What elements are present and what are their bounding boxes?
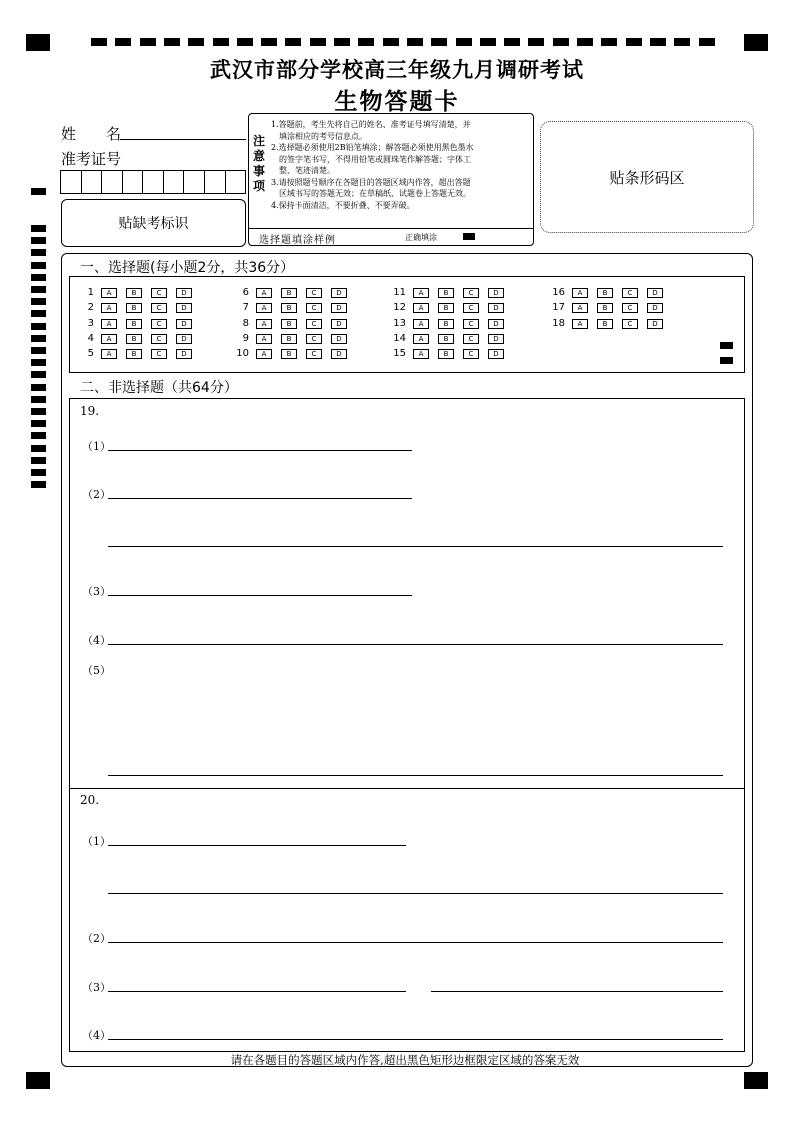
- question-number: 5: [87, 348, 94, 359]
- choice-bubble-b[interactable]: B: [438, 319, 454, 329]
- timing-mark: [456, 38, 472, 46]
- timing-mark: [213, 38, 229, 46]
- section2-title: 二、非选择题（共64分）: [80, 380, 238, 396]
- timing-mark: [577, 38, 593, 46]
- timing-mark: [31, 188, 46, 195]
- question-number: 4: [87, 333, 94, 344]
- timing-mark: [626, 38, 642, 46]
- timing-mark: [431, 38, 447, 46]
- choice-bubble-a[interactable]: A: [256, 288, 272, 298]
- timing-mark: [188, 38, 204, 46]
- corner-marker-top-right: [744, 34, 768, 51]
- choice-bubble-b[interactable]: B: [597, 303, 613, 313]
- choice-bubble-c[interactable]: C: [463, 349, 479, 359]
- section1-title: 一、选择题(每小题2分，共36分）: [80, 260, 295, 276]
- choice-bubble-d[interactable]: D: [331, 319, 347, 329]
- choice-bubble-c[interactable]: C: [622, 288, 638, 298]
- timing-mark: [310, 38, 326, 46]
- choice-bubble-d[interactable]: D: [331, 334, 347, 344]
- q20-part-1: （1）: [82, 835, 111, 848]
- timing-mark: [285, 38, 301, 46]
- q19-part-4: （4）: [82, 634, 111, 647]
- q19-part-1: （1）: [82, 440, 111, 453]
- timing-mark: [31, 237, 46, 244]
- timing-mark: [699, 38, 715, 46]
- choice-bubble-c[interactable]: C: [463, 319, 479, 329]
- choice-bubble-a[interactable]: A: [256, 349, 272, 359]
- choice-bubble-d[interactable]: D: [647, 288, 663, 298]
- timing-mark: [31, 481, 46, 488]
- choice-bubble-d[interactable]: D: [176, 288, 192, 298]
- choice-bubble-d[interactable]: D: [331, 288, 347, 298]
- question-number: 17: [552, 302, 565, 313]
- name-field[interactable]: [120, 139, 246, 140]
- timing-mark: [91, 38, 107, 46]
- q19-part-2-answer-line[interactable]: [108, 546, 723, 547]
- timing-mark: [31, 408, 46, 415]
- timing-mark: [31, 310, 46, 317]
- choice-bubble-b[interactable]: B: [126, 288, 142, 298]
- q19-part-4-answer-line[interactable]: [108, 644, 723, 645]
- choice-bubble-a[interactable]: A: [413, 334, 429, 344]
- choice-bubble-a[interactable]: A: [572, 288, 588, 298]
- choice-bubble-b[interactable]: B: [438, 334, 454, 344]
- timing-mark: [358, 38, 374, 46]
- timing-mark: [31, 225, 46, 232]
- timing-mark: [31, 286, 46, 293]
- choice-bubble-a[interactable]: A: [413, 288, 429, 298]
- alignment-mark: [720, 342, 733, 349]
- q20-part-4-answer-line[interactable]: [108, 1039, 723, 1040]
- choice-bubble-d[interactable]: D: [488, 334, 504, 344]
- choice-bubble-a[interactable]: A: [256, 303, 272, 313]
- q19-part-5-answer-line[interactable]: [108, 775, 723, 776]
- q19-part-3: （3）: [82, 585, 111, 598]
- choice-bubble-a[interactable]: A: [413, 303, 429, 313]
- sample-label: 选择题填涂样例: [259, 235, 336, 246]
- barcode-label: 贴条形码区: [609, 168, 685, 187]
- timing-mark: [383, 38, 399, 46]
- notice-label: 注 意 事 项: [252, 134, 265, 193]
- correct-fill-sample: [463, 233, 475, 240]
- q20-part-1-answer-line[interactable]: [108, 893, 723, 894]
- question-number: 12: [393, 302, 406, 313]
- sample-row: [249, 228, 533, 246]
- question-number: 11: [393, 287, 406, 298]
- choice-bubble-b[interactable]: B: [281, 319, 297, 329]
- question-number: 1: [87, 287, 94, 298]
- timing-mark: [31, 420, 46, 427]
- q20-part-3-answer-line[interactable]: [108, 991, 406, 992]
- choice-bubble-d[interactable]: D: [176, 319, 192, 329]
- exam-id-label: 准考证号: [61, 150, 122, 168]
- choice-bubble-c[interactable]: C: [622, 319, 638, 329]
- missing-exam-label: 贴缺考标识: [118, 216, 189, 232]
- choice-bubble-c[interactable]: C: [306, 334, 322, 344]
- choice-bubble-d[interactable]: D: [488, 288, 504, 298]
- timing-mark: [480, 38, 496, 46]
- choice-bubble-d[interactable]: D: [647, 319, 663, 329]
- timing-mark: [31, 262, 46, 269]
- timing-mark: [31, 359, 46, 366]
- question-number: 9: [242, 333, 249, 344]
- timing-mark: [31, 249, 46, 256]
- choice-bubble-a[interactable]: A: [101, 334, 117, 344]
- timing-mark: [31, 445, 46, 452]
- choice-bubble-c[interactable]: C: [151, 319, 167, 329]
- timing-mark: [31, 371, 46, 378]
- question-number: 18: [552, 318, 565, 329]
- exam-title: 武汉市部分学校高三年级九月调研考试: [210, 58, 584, 82]
- timing-mark: [334, 38, 350, 46]
- question-number: 13: [393, 318, 406, 329]
- timing-mark: [31, 335, 46, 342]
- choice-bubble-b[interactable]: B: [126, 319, 142, 329]
- timing-mark: [504, 38, 520, 46]
- choice-bubble-a[interactable]: A: [101, 319, 117, 329]
- choice-bubble-c[interactable]: C: [306, 349, 322, 359]
- timing-mark: [31, 347, 46, 354]
- choice-bubble-a[interactable]: A: [413, 349, 429, 359]
- q19-part-3-answer-line[interactable]: [108, 595, 412, 596]
- q19-number: 19.: [80, 404, 100, 418]
- choice-bubble-c[interactable]: C: [306, 303, 322, 313]
- timing-mark: [164, 38, 180, 46]
- choice-bubble-d[interactable]: D: [331, 349, 347, 359]
- timing-mark: [601, 38, 617, 46]
- q20-part-4: （4）: [82, 1029, 111, 1042]
- choice-bubble-c[interactable]: C: [306, 288, 322, 298]
- q20-part-2: （2）: [82, 932, 111, 945]
- missing-exam-sticker-box[interactable]: [61, 199, 246, 247]
- choice-bubble-b[interactable]: B: [126, 349, 142, 359]
- question-number: 14: [393, 333, 406, 344]
- question-number: 2: [87, 302, 94, 313]
- timing-mark: [31, 457, 46, 464]
- choice-bubble-c[interactable]: C: [306, 319, 322, 329]
- choice-bubble-a[interactable]: A: [256, 319, 272, 329]
- choice-bubble-d[interactable]: D: [176, 334, 192, 344]
- question-number: 15: [393, 348, 406, 359]
- question-number: 3: [87, 318, 94, 329]
- question-number: 10: [236, 348, 249, 359]
- q20-part-3: （3）: [82, 981, 111, 994]
- q19-box: [69, 398, 745, 789]
- choice-bubble-b[interactable]: B: [597, 319, 613, 329]
- corner-marker-bottom-left: [26, 1072, 50, 1089]
- choice-bubble-b[interactable]: B: [438, 288, 454, 298]
- name-label: 姓 名: [61, 125, 122, 143]
- timing-mark: [31, 298, 46, 305]
- choice-bubble-b[interactable]: B: [597, 288, 613, 298]
- timing-mark: [674, 38, 690, 46]
- question-number: 16: [552, 287, 565, 298]
- q19-part-2-answer-line[interactable]: [108, 498, 412, 499]
- choice-bubble-c[interactable]: C: [622, 303, 638, 313]
- notice-text: 1.答题前，考生先将自己的姓名、准考证号填写清楚，并 填涂相应的考号信息点。 2.选择题必须使用2B铅笔填涂；解答题必须使用黑色墨水 的签字笔书写，不得用铅笔或圆珠笔作解答题；字体工 整、笔迹清楚。 3.请按照题号顺序在各题目的答题区域内作答，超出答题 区域书写的答题无效；在草稿纸、试题卷上答题无效。 4.保持卡面清洁，不要折叠、不要弄破。: [271, 120, 474, 210]
- choice-bubble-a[interactable]: A: [101, 303, 117, 313]
- choice-bubble-a[interactable]: A: [101, 288, 117, 298]
- choice-bubble-d[interactable]: D: [488, 349, 504, 359]
- choice-bubble-b[interactable]: B: [438, 349, 454, 359]
- choice-bubble-b[interactable]: B: [438, 303, 454, 313]
- choice-bubble-c[interactable]: C: [151, 288, 167, 298]
- alignment-mark: [720, 357, 733, 364]
- question-number: 7: [242, 302, 249, 313]
- choice-bubble-c[interactable]: C: [151, 334, 167, 344]
- choice-bubble-c[interactable]: C: [151, 303, 167, 313]
- choice-bubble-b[interactable]: B: [281, 334, 297, 344]
- timing-mark: [31, 274, 46, 281]
- choice-bubble-c[interactable]: C: [463, 288, 479, 298]
- timing-mark: [31, 432, 46, 439]
- timing-mark: [528, 38, 544, 46]
- choice-bubble-c[interactable]: C: [463, 303, 479, 313]
- question-number: 6: [242, 287, 249, 298]
- choice-bubble-b[interactable]: B: [281, 288, 297, 298]
- choice-bubble-b[interactable]: B: [281, 303, 297, 313]
- timing-mark: [31, 396, 46, 403]
- choice-bubble-d[interactable]: D: [176, 303, 192, 313]
- q19-part-2: （2）: [82, 488, 111, 501]
- exam-id-boxes[interactable]: [60, 170, 246, 194]
- corner-marker-bottom-right: [744, 1072, 768, 1089]
- q20-number: 20.: [80, 793, 100, 807]
- notice-box: [248, 113, 534, 246]
- choice-bubble-b[interactable]: B: [126, 334, 142, 344]
- timing-mark: [650, 38, 666, 46]
- choice-bubble-c[interactable]: C: [463, 334, 479, 344]
- choice-bubble-d[interactable]: D: [647, 303, 663, 313]
- footer-note: 请在各题目的答题区域内作答,超出黑色矩形边框限定区域的答案无效: [230, 1053, 580, 1067]
- timing-mark: [140, 38, 156, 46]
- q20-box: [69, 787, 745, 1052]
- correct-fill-label: 正确填涂: [405, 233, 437, 242]
- q20-part-2-answer-line[interactable]: [108, 942, 723, 943]
- choice-bubble-a[interactable]: A: [256, 334, 272, 344]
- choice-bubble-b[interactable]: B: [126, 303, 142, 313]
- timing-mark: [237, 38, 253, 46]
- q20-part-3-answer-line[interactable]: [431, 991, 723, 992]
- timing-mark: [31, 323, 46, 330]
- barcode-area[interactable]: [540, 121, 754, 233]
- choice-bubble-b[interactable]: B: [281, 349, 297, 359]
- question-number: 8: [242, 318, 249, 329]
- q19-part-5: （5）: [82, 664, 111, 677]
- choice-bubble-d[interactable]: D: [488, 319, 504, 329]
- timing-mark: [261, 38, 277, 46]
- choice-bubble-d[interactable]: D: [176, 349, 192, 359]
- choice-bubble-c[interactable]: C: [151, 349, 167, 359]
- timing-mark: [31, 469, 46, 476]
- choice-bubble-a[interactable]: A: [101, 349, 117, 359]
- timing-mark: [31, 384, 46, 391]
- q19-part-1-answer-line[interactable]: [108, 450, 412, 451]
- choice-bubble-d[interactable]: D: [488, 303, 504, 313]
- choice-box: [69, 276, 745, 373]
- choice-bubble-a[interactable]: A: [572, 319, 588, 329]
- timing-mark: [407, 38, 423, 46]
- q20-part-1-answer-line[interactable]: [108, 845, 406, 846]
- choice-bubble-d[interactable]: D: [331, 303, 347, 313]
- timing-mark: [115, 38, 131, 46]
- corner-marker-top-left: [26, 34, 50, 51]
- choice-bubble-a[interactable]: A: [413, 319, 429, 329]
- choice-bubble-a[interactable]: A: [572, 303, 588, 313]
- timing-mark: [553, 38, 569, 46]
- card-subtitle: 生物答题卡: [334, 89, 460, 115]
